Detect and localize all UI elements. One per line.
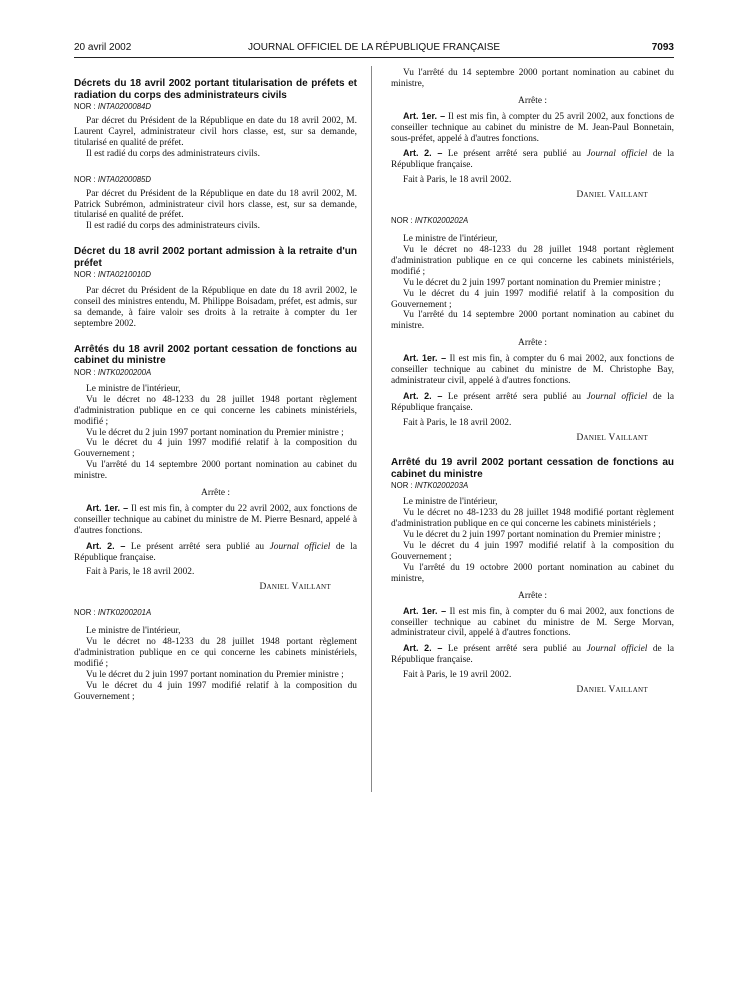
visa-line: Vu le décret no 48-1233 du 28 juillet 1948 modifié portant règlement d'administration publique en ce qui concerne les cabinets ministériels ; bbox=[391, 508, 674, 530]
article-text: Il est mis fin, à compter du 6 mai 2002, aux fonctions de conseiller technique au cabinet du ministre de M. Serge Morvan, administrateur civil, appelé à d'autres fonctions. bbox=[391, 606, 675, 639]
left-column bbox=[74, 68, 357, 703]
article-1 bbox=[391, 111, 674, 145]
section-title: Décrets du 18 avril 2002 portant titularisation de préfets et radiation du corps des administrateurs civils bbox=[74, 78, 357, 101]
article-text: Le présent arrêté sera publié au bbox=[442, 644, 587, 655]
visa-line: Vu l'arrêté du 14 septembre 2000 portant nomination au cabinet du ministre. bbox=[74, 460, 357, 482]
nor-code: INTK0200202A bbox=[414, 216, 469, 226]
journal-officiel-text: Journal officiel bbox=[586, 644, 648, 655]
article-text: Il est mis fin, à compter du 25 avril 2002, aux fonctions de conseiller technique au cabinet du ministre de M. Jean-Paul Bonnetain, sous-préfet, appelé à d'autres fonctions. bbox=[391, 111, 674, 144]
visa-line: Vu le décret du 4 juin 1997 modifié relatif à la composition du Gouvernement ; bbox=[74, 438, 357, 460]
article-label: Art. 2. – bbox=[403, 390, 443, 401]
article-1 bbox=[391, 353, 674, 387]
visa-line: Le ministre de l'intérieur, bbox=[86, 626, 181, 637]
column-divider bbox=[371, 66, 372, 792]
nor-prefix: NOR : bbox=[74, 608, 98, 618]
visa-line: Vu le décret du 4 juin 1997 modifié relatif à la composition du Gouvernement ; bbox=[391, 541, 674, 562]
nor-code: INTK0200201A bbox=[97, 608, 152, 618]
nor-reference bbox=[74, 101, 357, 112]
signature: Daniel Vaillant bbox=[576, 432, 648, 443]
nor-reference bbox=[74, 269, 357, 280]
decree-paragraph: Par décret du Président de la République en date du 18 avril 2002, le conseil des ministres entendu, M. Philippe Boisadam, préfet, est admis, sur sa demande, à faire valoir ses droits à la retraite à compter du 1er septembre 2002. bbox=[74, 286, 357, 329]
article-text: Le présent arrêté sera publié au bbox=[125, 541, 270, 552]
article-text: Il est mis fin, à compter du 22 avril 2002, aux fonctions de conseiller technique au cabinet du ministre de M. Pierre Besnard, appelé à d'autres fonctions. bbox=[74, 503, 357, 536]
nor-prefix: NOR : bbox=[74, 102, 98, 111]
visa-line: Vu le décret du 2 juin 1997 portant nomination du Premier ministre ; bbox=[403, 530, 661, 541]
nor-reference bbox=[74, 367, 357, 378]
article-text: de la République française. bbox=[391, 391, 675, 413]
visa-line: Vu l'arrêté du 19 octobre 2000 portant nomination au cabinet du ministre, bbox=[391, 562, 674, 584]
arrete-line: Arrête : bbox=[518, 590, 547, 601]
header-rule bbox=[74, 57, 674, 58]
article-1 bbox=[391, 606, 674, 640]
visa-line: Le ministre de l'intérieur, bbox=[403, 497, 498, 508]
arrete-line: Arrête : bbox=[518, 95, 547, 106]
article-label: Art. 1er. – bbox=[403, 110, 446, 121]
article-label: Art. 1er. – bbox=[403, 353, 447, 364]
journal-officiel-text: Journal officiel bbox=[269, 541, 331, 552]
visa-line: Le ministre de l'intérieur, bbox=[86, 383, 181, 394]
arrete-line: Arrête : bbox=[201, 488, 230, 499]
visa-line: Vu le décret du 2 juin 1997 portant nomination du Premier ministre ; bbox=[86, 427, 344, 438]
article-text: de la République française. bbox=[391, 149, 675, 171]
page-header bbox=[74, 42, 674, 56]
header-page-number: 7093 bbox=[651, 42, 674, 53]
article-label: Art. 2. – bbox=[403, 643, 443, 654]
nor-code: INTA0200084D bbox=[97, 102, 151, 111]
visa-line: Vu le décret du 2 juin 1997 portant nomination du Premier ministre ; bbox=[86, 669, 344, 680]
section-title: Décret du 18 avril 2002 portant admission à la retraite d'un préfet bbox=[74, 246, 357, 269]
article-2 bbox=[74, 541, 357, 564]
decree-paragraph: Par décret du Président de la République en date du 18 avril 2002, M. Patrick Subrémon, administrateur civil hors classe, est, sur sa demande, titularisé en qualité de préfet. bbox=[74, 188, 357, 221]
nor-prefix: NOR : bbox=[74, 270, 98, 280]
visa-line: Le ministre de l'intérieur, bbox=[403, 234, 498, 245]
visa-line: Vu le décret du 4 juin 1997 modifié relatif à la composition du Gouvernement ; bbox=[391, 288, 674, 310]
nor-code: INTA0200085D bbox=[97, 174, 151, 184]
decree-paragraph: Par décret du Président de la République en date du 18 avril 2002, M. Laurent Cayrel, administrateur civil hors classe, est, sur sa demande, titularisé en qualité de préfet. bbox=[74, 116, 357, 148]
section-title: Arrêtés du 18 avril 2002 portant cessation de fonctions au cabinet du ministre bbox=[74, 343, 357, 367]
article-label: Art. 2. – bbox=[86, 540, 126, 551]
decree-paragraph: Il est radié du corps des administrateurs civils. bbox=[86, 148, 260, 159]
nor-prefix: NOR : bbox=[391, 481, 415, 491]
article-text: de la République française. bbox=[391, 644, 675, 666]
visa-line: Vu le décret no 48-1233 du 28 juillet 1948 portant règlement d'administration publique en ce qui concerne les cabinets ministériels, modifié ; bbox=[391, 244, 674, 277]
visa-line: Vu le décret no 48-1233 du 28 juillet 1948 portant règlement d'administration publique en ce qui concerne les cabinets ministériels, modifié ; bbox=[74, 394, 357, 427]
signature: Daniel Vaillant bbox=[259, 582, 331, 593]
decree-paragraph: Il est radié du corps des administrateurs civils. bbox=[86, 221, 260, 232]
journal-officiel-text: Journal officiel bbox=[586, 149, 648, 160]
nor-prefix: NOR : bbox=[391, 216, 415, 226]
arrete-line: Arrête : bbox=[518, 338, 547, 349]
article-text: Il est mis fin, à compter du 6 mai 2002, aux fonctions de conseiller technique au cabinet du ministre de M. Christophe Bay, administrateur civil, appelé à d'autres fonctions. bbox=[391, 354, 675, 386]
nor-reference bbox=[391, 215, 674, 226]
visa-line: Vu le décret no 48-1233 du 28 juillet 1948 portant règlement d'administration publique en ce qui concerne les cabinets ministériels, modifié ; bbox=[74, 637, 357, 669]
article-label: Art. 1er. – bbox=[86, 502, 129, 513]
header-date: 20 avril 2002 bbox=[74, 42, 132, 53]
nor-reference bbox=[74, 607, 357, 618]
right-column bbox=[391, 68, 674, 696]
article-text: de la République française. bbox=[74, 541, 358, 563]
nor-code: INTK0200200A bbox=[97, 367, 152, 377]
signature: Daniel Vaillant bbox=[576, 190, 648, 201]
article-text: Le présent arrêté sera publié au bbox=[442, 391, 587, 402]
nor-prefix: NOR : bbox=[74, 174, 98, 184]
visa-line: Vu le décret du 4 juin 1997 modifié relatif à la composition du Gouvernement ; bbox=[74, 680, 357, 702]
article-text: Le présent arrêté sera publié au bbox=[442, 149, 587, 160]
header-journal-title: JOURNAL OFFICIEL DE LA RÉPUBLIQUE FRANÇAISE bbox=[247, 42, 501, 53]
section-title: Arrêté du 19 avril 2002 portant cessation de fonctions au cabinet du ministre bbox=[391, 457, 674, 480]
article-1 bbox=[74, 503, 357, 537]
nor-code: INTA0210010D bbox=[97, 270, 151, 280]
visa-line: Vu le décret du 2 juin 1997 portant nomination du Premier ministre ; bbox=[403, 277, 661, 288]
article-label: Art. 1er. – bbox=[403, 605, 447, 616]
article-2 bbox=[391, 391, 674, 414]
nor-reference bbox=[391, 480, 674, 491]
nor-reference bbox=[74, 174, 357, 185]
fait-line: Fait à Paris, le 19 avril 2002. bbox=[403, 670, 512, 681]
visa-line: Vu l'arrêté du 14 septembre 2000 portant nomination au cabinet du ministre. bbox=[391, 310, 674, 332]
visa-line: Vu l'arrêté du 14 septembre 2000 portant nomination au cabinet du ministre, bbox=[391, 68, 674, 89]
fait-line: Fait à Paris, le 18 avril 2002. bbox=[403, 417, 512, 428]
fait-line: Fait à Paris, le 18 avril 2002. bbox=[86, 567, 195, 578]
signature: Daniel Vaillant bbox=[576, 685, 648, 696]
article-2 bbox=[391, 643, 674, 666]
nor-prefix: NOR : bbox=[74, 367, 98, 377]
nor-code: INTK0200203A bbox=[414, 481, 469, 491]
article-label: Art. 2. – bbox=[403, 148, 443, 159]
article-2 bbox=[391, 148, 674, 171]
fait-line: Fait à Paris, le 18 avril 2002. bbox=[403, 175, 512, 186]
journal-officiel-text: Journal officiel bbox=[586, 391, 648, 402]
